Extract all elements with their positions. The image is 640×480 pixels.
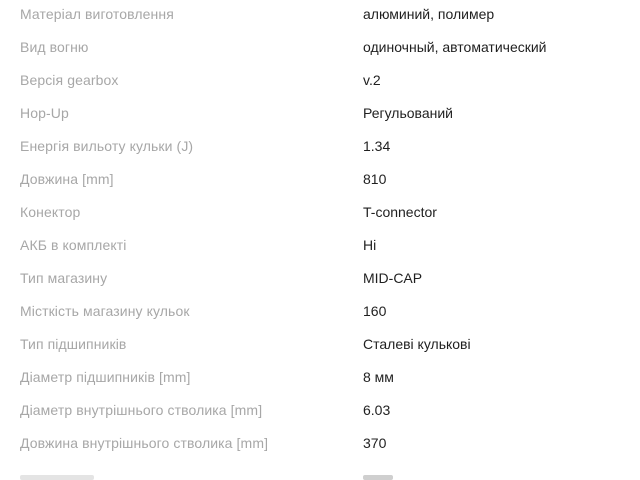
spec-label: Тип магазину: [20, 270, 108, 286]
spec-row-magazine-capacity: [20, 297, 630, 330]
spec-label: Енергія вильоту кульки (J): [20, 138, 194, 154]
spec-label: Версія gearbox: [20, 72, 119, 88]
spec-row-fire-mode: [20, 33, 630, 66]
spec-label: Місткість магазину кульок: [20, 303, 190, 319]
spec-value: 6.03: [363, 402, 391, 418]
cut-off-value-fragment: [363, 475, 393, 480]
spec-row-cut-off: [20, 472, 630, 480]
spec-row-inner-barrel-diameter: [20, 396, 630, 429]
spec-label: Діаметр внутрішнього стволика [mm]: [20, 402, 263, 418]
spec-row-inner-barrel-length: [20, 429, 630, 462]
spec-row-material: [20, 0, 630, 33]
spec-label: Вид вогню: [20, 39, 89, 55]
spec-value: одиночный, автоматический: [363, 39, 547, 55]
spec-value: v.2: [363, 72, 381, 88]
spec-row-length: [20, 165, 630, 198]
cut-off-label-fragment: [20, 475, 94, 480]
spec-value: алюминий, полимер: [363, 6, 495, 22]
spec-row-magazine-type: [20, 264, 630, 297]
spec-value: T-connector: [363, 204, 437, 220]
spec-label: Довжина [mm]: [20, 171, 114, 187]
spec-value: 1.34: [363, 138, 391, 154]
spec-row-connector: [20, 198, 630, 231]
spec-value: 160: [363, 303, 387, 319]
spec-label: АКБ в комплекті: [20, 237, 127, 253]
spec-label: Тип підшипників: [20, 336, 127, 352]
spec-row-bearing-type: [20, 330, 630, 363]
spec-value: MID-CAP: [363, 270, 423, 286]
spec-row-hop-up: [20, 99, 630, 132]
spec-row-muzzle-energy: [20, 132, 630, 165]
spec-row-battery-included: [20, 231, 630, 264]
spec-label: Довжина внутрішнього стволика [mm]: [20, 435, 269, 451]
specifications-table: [20, 0, 630, 462]
spec-label: Конектор: [20, 204, 81, 220]
spec-row-gearbox-version: [20, 66, 630, 99]
spec-label: Матеріал виготовлення: [20, 6, 174, 22]
spec-value: Ні: [363, 237, 377, 253]
spec-label: Hop-Up: [20, 105, 69, 121]
spec-value: 370: [363, 435, 387, 451]
spec-value: 8 мм: [363, 369, 394, 385]
spec-row-bearing-diameter: [20, 363, 630, 396]
spec-value: 810: [363, 171, 387, 187]
spec-label: Діаметр підшипників [mm]: [20, 369, 191, 385]
spec-value: Регульований: [363, 105, 453, 121]
spec-value: Сталеві кулькові: [363, 336, 471, 352]
